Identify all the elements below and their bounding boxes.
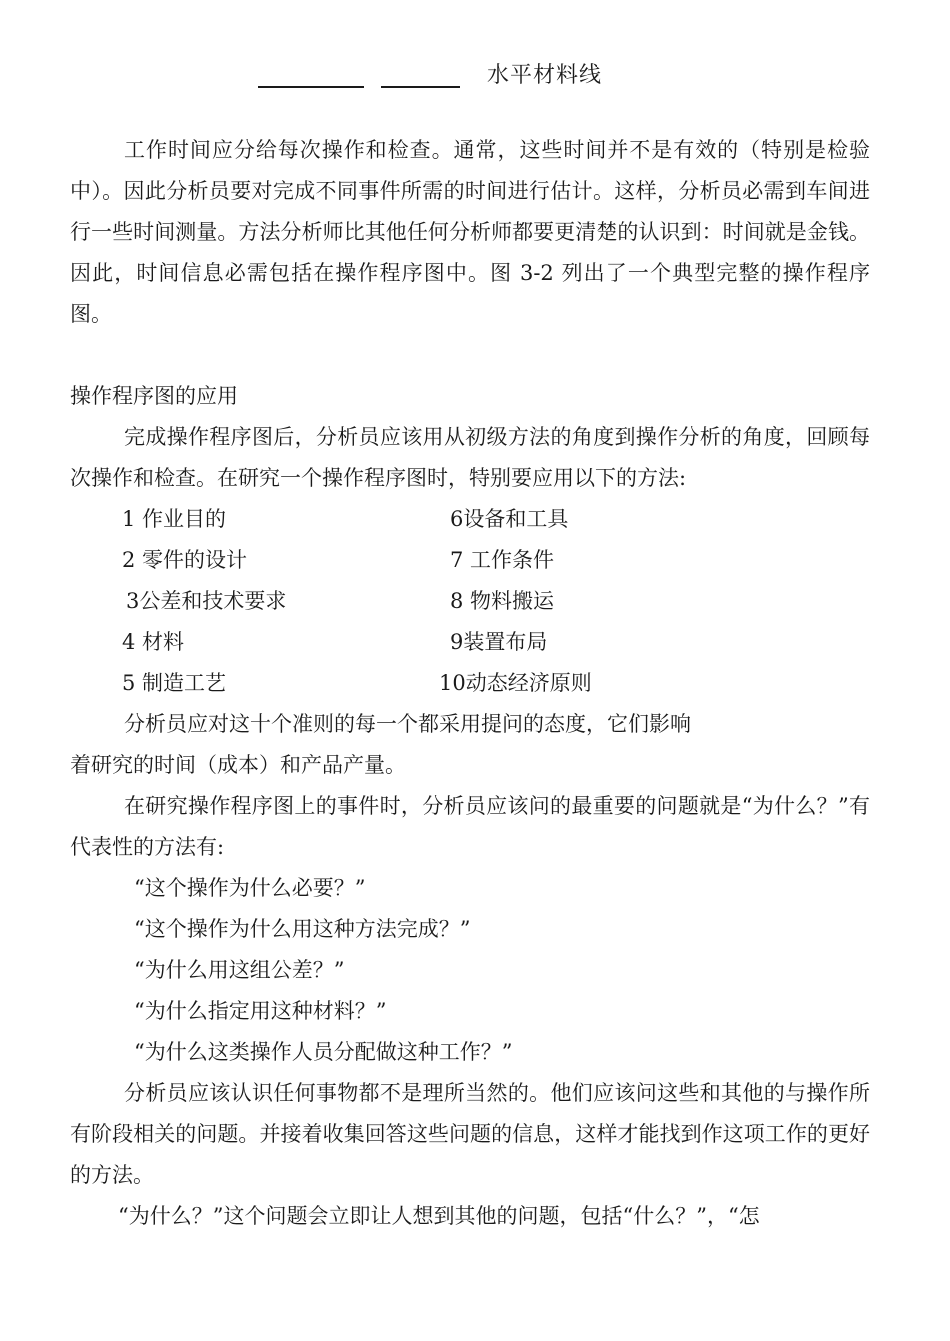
method-item: 2 零件的设计 [122,548,248,572]
paragraph-review-operations: 完成操作程序图后，分析员应该用从初级方法的角度到操作分析的角度，回顾每次操作和检查。在研究一个操作程序图时，特别要应用以下的方法: [70,425,870,490]
method-item: 10动态经济原则 [439,671,592,695]
method-item: 6设备和工具 [450,507,569,531]
method-item: 5 制造工艺 [122,671,227,695]
paragraph-time-estimation: 工作时间应分给每次操作和检查。通常，这些时间并不是有效的（特别是检验中）。因此分析员要对完成不同事件所需的时间进行估计。这样，分析员必需到车间进行一些时间测量。方法分析师比其他任何分析师都要更清楚的认识到：时间就是金钱。因此，时间信息必需包括在操作程序图中。图 3-2 列出了一个典型完整的操作程序图。 [70,138,870,326]
question-item: “这个操作为什么用这种方法完成？” [134,917,471,941]
method-item: 7 工作条件 [450,548,555,572]
header-rule-right [381,86,460,88]
paragraph-why-question: 在研究操作程序图上的事件时，分析员应该问的最重要的问题就是“为什么？”有代表性的方法有: [70,794,870,859]
header-title: 水平材料线 [487,63,603,88]
paragraph-other-questions: “为什么？”这个问题会立即让人想到其他的问题，包括“什么？”，“怎 [118,1204,760,1228]
question-item: “为什么这类操作人员分配做这种工作？” [134,1040,513,1064]
question-item: “这个操作为什么必要？” [134,876,366,900]
question-item: “为什么指定用这种材料？” [134,999,387,1023]
method-item: 1 作业目的 [122,507,227,531]
method-item: 3公差和技术要求 [126,589,287,613]
methods-list [70,499,870,704]
method-item: 9装置布局 [450,630,548,654]
document-body [70,130,870,1237]
paragraph-questioning-attitude-line1: 分析员应对这十个准则的每一个都采用提问的态度，它们影响 [124,712,691,736]
paragraph-questioning-attitude-line2: 着研究的时间（成本）和产品产量。 [70,753,406,777]
method-item: 8 物料搬运 [450,589,555,613]
header-rule-left [258,86,364,88]
section-heading: 操作程序图的应用 [70,384,238,408]
blank-line [70,335,870,376]
paragraph-nothing-taken-for-granted: 分析员应该认识任何事物都不是理所当然的。他们应该问这些和其他的与操作所有阶段相关的问题。并接着收集回答这些问题的信息，这样才能找到作这项工作的更好的方法。 [70,1081,870,1187]
page-header [0,56,950,96]
method-item: 4 材料 [122,630,185,654]
question-item: “为什么用这组公差？” [134,958,345,982]
questions-list [70,868,870,1073]
